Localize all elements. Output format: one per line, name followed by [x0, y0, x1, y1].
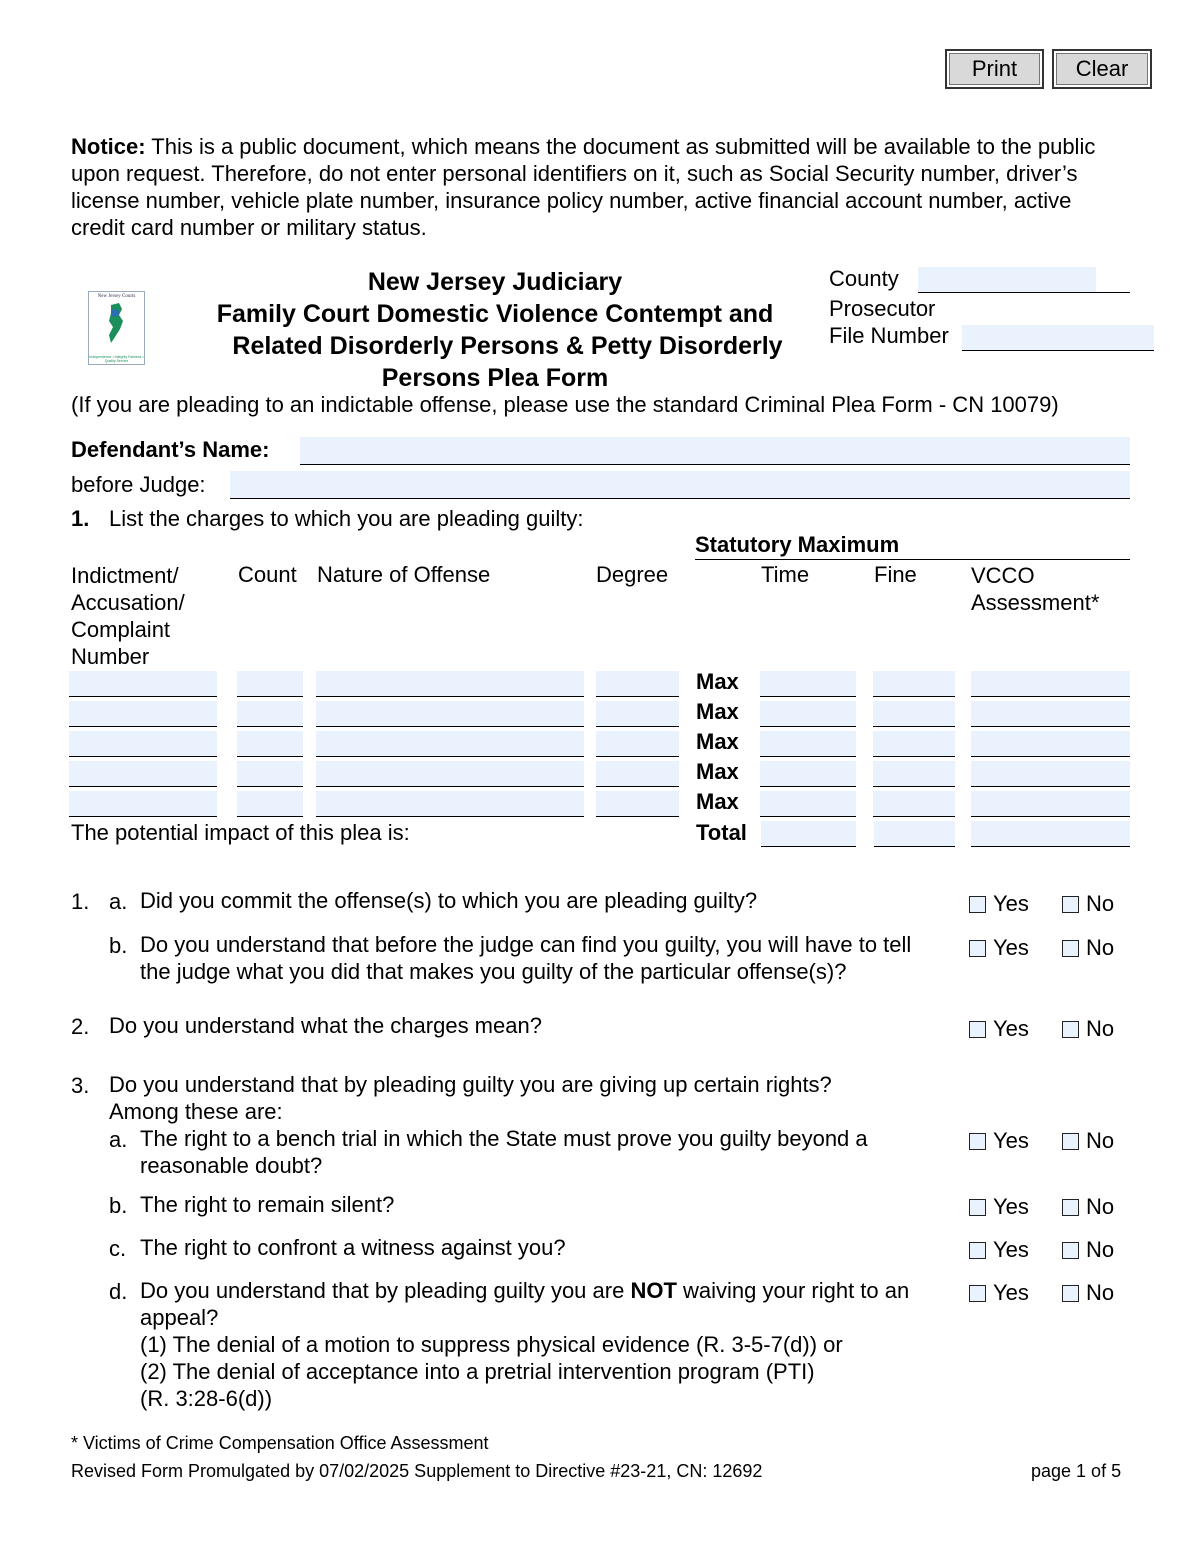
charge-count-field[interactable] [237, 671, 303, 697]
checkbox-square-icon [1062, 1242, 1079, 1259]
logo-motto: Independence • Integrity Fairness • Quality Service [89, 355, 144, 363]
total-fine-field[interactable] [874, 821, 955, 847]
footer-revised: Revised Form Promulgated by 07/02/2025 Supplement to Directive #23-21, CN: 12692 [71, 1461, 763, 1481]
q3-number: 3. [71, 1073, 90, 1098]
q3c-yes-checkbox[interactable] [969, 1237, 1029, 1263]
charge-fine-field[interactable] [873, 761, 955, 787]
q3b-yes-checkbox[interactable] [969, 1194, 1029, 1220]
charge-fine-field[interactable] [873, 671, 955, 697]
county-field[interactable] [918, 267, 1096, 293]
q1a-letter: a. [109, 889, 128, 914]
judge-field[interactable] [230, 471, 1130, 499]
q3d-yes-checkbox[interactable] [969, 1280, 1029, 1306]
checkbox-label: No [1086, 1280, 1115, 1305]
total-label: Total [696, 820, 747, 845]
checkbox-label: No [1086, 891, 1115, 916]
charge-vcco-field[interactable] [971, 671, 1130, 697]
checkbox-square-icon [1062, 1133, 1079, 1150]
charge-vcco-field[interactable] [971, 731, 1130, 757]
checkbox-square-icon [1062, 940, 1079, 957]
charge-indictment-field[interactable] [69, 701, 217, 727]
col-time-header: Time [761, 562, 810, 587]
charge-nature-field[interactable] [316, 791, 584, 817]
col-vcco-header [971, 562, 1099, 616]
charge-fine-field[interactable] [873, 791, 955, 817]
logo-text: New Jersey Courts [97, 294, 136, 299]
col-indictment-header [71, 562, 185, 670]
title-line-2: Family Court Domestic Violence Contempt and [216, 300, 774, 328]
col-degree-header: Degree [596, 562, 669, 587]
max-label: Max [696, 729, 739, 754]
checkbox-label: No [1086, 935, 1115, 960]
q1a-text: Did you commit the offense(s) to which you are pleading guilty? [140, 888, 758, 913]
checkbox-label: Yes [993, 1237, 1029, 1262]
charge-vcco-field[interactable] [971, 761, 1130, 787]
charge-indictment-field[interactable] [69, 731, 217, 757]
col-indictment-line: Complaint [71, 617, 171, 642]
total-time-field[interactable] [761, 821, 856, 847]
q2-no-checkbox[interactable] [1062, 1016, 1114, 1042]
charge-nature-field[interactable] [316, 761, 584, 787]
charge-count-field[interactable] [237, 731, 303, 757]
indictable-note: (If you are pleading to an indictable offense, please use the standard Criminal Plea Form - CN 10079) [71, 392, 1059, 417]
checkbox-label: Yes [993, 1280, 1029, 1305]
checkbox-square-icon [1062, 1021, 1079, 1038]
notice-label: Notice: [71, 134, 146, 159]
file-number-label: File Number [829, 323, 949, 348]
q3d-text-emphasis: NOT [630, 1278, 677, 1303]
title-line-3: Related Disorderly Persons & Petty Disorderly [232, 332, 783, 360]
q3d-item-1: (1) The denial of a motion to suppress physical evidence (R. 3-5-7(d)) or [140, 1332, 843, 1357]
checkbox-label: No [1086, 1194, 1115, 1219]
charge-vcco-field[interactable] [971, 791, 1130, 817]
checkbox-square-icon [969, 896, 986, 913]
charge-indictment-field[interactable] [69, 791, 217, 817]
q3-among: Among these are: [109, 1099, 283, 1124]
charge-indictment-field[interactable] [69, 671, 217, 697]
statutory-maximum-rule [695, 559, 1130, 560]
col-indictment-line: Accusation/ [71, 590, 185, 615]
charge-vcco-field[interactable] [971, 701, 1130, 727]
charge-degree-field[interactable] [596, 791, 679, 817]
q3d-text-pre: Do you understand that by pleading guilty you are [140, 1278, 631, 1303]
defendant-name-field[interactable] [300, 437, 1130, 465]
q1a-yes-checkbox[interactable] [969, 891, 1029, 917]
q3d-text-post: waiving your right to an appeal? [140, 1278, 910, 1330]
notice [71, 133, 1131, 241]
q3d-no-checkbox[interactable] [1062, 1280, 1114, 1306]
charge-count-field[interactable] [237, 761, 303, 787]
charge-degree-field[interactable] [596, 731, 679, 757]
charges-intro: List the charges to which you are pleading guilty: [109, 506, 584, 531]
col-indictment-line: Indictment/ [71, 563, 179, 588]
checkbox-square-icon [969, 940, 986, 957]
checkbox-label: No [1086, 1128, 1115, 1153]
checkbox-label: No [1086, 1016, 1115, 1041]
q1b-yes-checkbox[interactable] [969, 935, 1029, 961]
checkbox-square-icon [969, 1133, 986, 1150]
checkbox-label: No [1086, 1237, 1115, 1262]
q3d-item-2: (2) The denial of acceptance into a pretrial intervention program (PTI) [140, 1359, 815, 1384]
q2-text: Do you understand what the charges mean? [109, 1013, 542, 1038]
charge-degree-field[interactable] [596, 671, 679, 697]
max-label: Max [696, 759, 739, 784]
checkbox-square-icon [1062, 896, 1079, 913]
checkbox-square-icon [969, 1285, 986, 1302]
col-indictment-line: Number [71, 644, 150, 669]
charge-count-field[interactable] [237, 701, 303, 727]
q3b-letter: b. [109, 1193, 128, 1218]
charge-time-field[interactable] [760, 761, 856, 787]
col-count-header: Count [238, 562, 297, 587]
footnote-vcco: * Victims of Crime Compensation Office Assessment [71, 1433, 489, 1453]
print-button[interactable]: Print [945, 49, 1044, 89]
charge-nature-field[interactable] [316, 701, 584, 727]
q2-number: 2. [71, 1014, 90, 1039]
max-label: Max [696, 789, 739, 814]
q1b-letter: b. [109, 933, 128, 958]
charge-count-field[interactable] [237, 791, 303, 817]
charge-time-field[interactable] [760, 701, 856, 727]
q3a-text: The right to a bench trial in which the State must prove you guilty beyond a reasonable doubt? [140, 1126, 868, 1178]
judge-label: before Judge: [71, 472, 206, 497]
q3b-no-checkbox[interactable] [1062, 1194, 1114, 1220]
charge-nature-field[interactable] [316, 731, 584, 757]
charge-fine-field[interactable] [873, 731, 955, 757]
checkbox-label: Yes [993, 891, 1029, 916]
charge-time-field[interactable] [760, 791, 856, 817]
charge-degree-field[interactable] [596, 761, 679, 787]
impact-text: The potential impact of this plea is: [71, 820, 410, 845]
q3d-item-3: (R. 3:28-6(d)) [140, 1386, 273, 1411]
q2-yes-checkbox[interactable] [969, 1016, 1029, 1042]
q3-text: Do you understand that by pleading guilty you are giving up certain rights? [109, 1072, 832, 1097]
checkbox-square-icon [1062, 1285, 1079, 1302]
form-title [190, 266, 800, 394]
q3d-letter: d. [109, 1279, 128, 1304]
q1-number: 1. [71, 889, 90, 914]
checkbox-square-icon [1062, 1199, 1079, 1216]
charge-degree-field[interactable] [596, 701, 679, 727]
nj-courts-logo [88, 291, 145, 365]
max-label: Max [696, 669, 739, 694]
charge-time-field[interactable] [760, 671, 856, 697]
checkbox-label: Yes [993, 935, 1029, 960]
defendant-label: Defendant’s Name: [71, 437, 270, 462]
checkbox-square-icon [969, 1199, 986, 1216]
checkbox-label: Yes [993, 1194, 1029, 1219]
charge-fine-field[interactable] [873, 701, 955, 727]
col-vcco-line: Assessment* [971, 590, 1100, 615]
title-line-4: Persons Plea Form [381, 364, 609, 392]
q3c-no-checkbox[interactable] [1062, 1237, 1114, 1263]
charge-nature-field[interactable] [316, 671, 584, 697]
q3a-no-checkbox[interactable] [1062, 1128, 1114, 1154]
checkbox-label: Yes [993, 1128, 1029, 1153]
checkbox-square-icon [969, 1021, 986, 1038]
prosecutor-label: Prosecutor [829, 296, 936, 321]
notice-text: This is a public document, which means the document as submitted will be available to the public upon request. Therefore, do not enter personal identifiers on it, such as Social Security number, driver’s license number, vehicle plate number, insurance policy number, active financial account number, active credit card number or military status. [71, 134, 1096, 240]
section-1-number: 1. [71, 506, 90, 531]
county-label: County [829, 266, 899, 291]
col-vcco-line: VCCO [971, 563, 1035, 588]
q3b-text: The right to remain silent? [140, 1192, 395, 1217]
statutory-maximum-heading: Statutory Maximum [695, 532, 900, 557]
q1b-no-checkbox[interactable] [1062, 935, 1114, 961]
clear-button[interactable]: Clear [1052, 49, 1152, 89]
county-underline [1096, 292, 1130, 293]
q3a-letter: a. [109, 1127, 128, 1152]
charge-time-field[interactable] [760, 731, 856, 757]
checkbox-label: Yes [993, 1016, 1029, 1041]
total-vcco-field[interactable] [971, 821, 1130, 847]
q3a-yes-checkbox[interactable] [969, 1128, 1029, 1154]
title-line-1: New Jersey Judiciary [367, 268, 623, 296]
state-outline-icon [89, 299, 144, 349]
max-label: Max [696, 699, 739, 724]
q3c-letter: c. [109, 1236, 127, 1261]
q3d-text [140, 1277, 940, 1412]
charge-indictment-field[interactable] [69, 761, 217, 787]
q1b-text: Do you understand that before the judge can find you guilty, you will have to tell the judge what you did that makes you guilty of the particular offense(s)? [140, 932, 912, 984]
file-number-field[interactable] [962, 325, 1154, 351]
q3c-text: The right to confront a witness against you? [140, 1235, 566, 1260]
q1a-no-checkbox[interactable] [1062, 891, 1114, 917]
col-nature-header: Nature of Offense [317, 562, 491, 587]
col-fine-header: Fine [874, 562, 917, 587]
footer-page-number: page 1 of 5 [1031, 1461, 1122, 1481]
checkbox-square-icon [969, 1242, 986, 1259]
